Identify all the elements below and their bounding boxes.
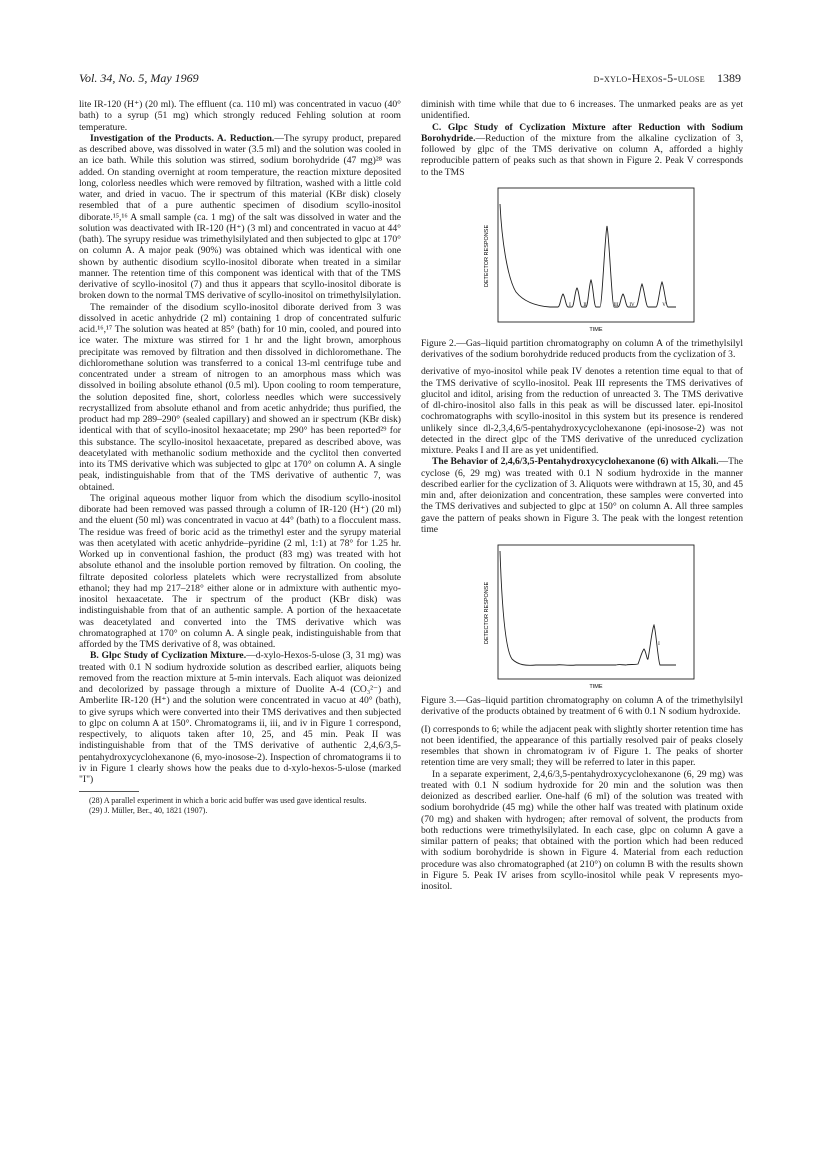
x-axis-label: TIME [589,326,603,333]
right-column [421,99,743,892]
peak-label-I: I [658,642,660,647]
figure-2 [466,184,698,334]
journal-citation: Vol. 34, No. 5, May 1969 [79,71,199,85]
plot-frame [498,188,694,322]
peak-label-I: I [569,302,571,308]
paragraph: lite IR-120 (H⁺) (20 ml). The effluent (ca. 110 ml) was concentrated in vacuo (40° bath) to a syrup (51 mg) which strongly reduced Fehling solution at room temperature. [79,99,401,133]
plot-frame [498,545,694,679]
footnote: (29) J. Müller, Ber., 40, 1821 (1907). [89,806,208,816]
paragraph-text: —Reduction of the mixture from the alkaline cyclization of 3, followed by glpc of the TMS derivative on column A, afforded a highly reproducible pattern of peaks such as that shown in Figure 2. Peak V corresponds to the TMS [421,132,743,178]
paragraph: diminish with time while that due to 6 increases. The unmarked peaks are as yet unidentified. [421,99,743,122]
peak-label-II: II [583,302,587,308]
paragraph-text: —d-xylo-Hexos-5-ulose (3, 31 mg) was treated with 0.1 N sodium hydroxide solution as described earlier, aliquots being removed from the reaction mixture at 5-min intervals. Each aliquot was deionized and decolorized by passage through a mixture of Duolite A-4 (CO₃²⁻) and Amberlite IR-120 (H⁺) and the solution were concentrated in vacuo at 40° (bath), to give syrups which were converted into their TMS derivatives and then subjected to glpc on column A at 150°. Chromatograms ii, iii, and iv in Figure 1 correspond, respectively, to aliquots taken after 10, 25, and 45 min. Peak II was indistinguishable from that of the TMS derivative of authentic 2,4,6/3,5-pentahydroxycyclohexanone (6, myo-inosose-2). Inspection of chromatograms ii to iv in Figure 1 clearly shows how the peaks due to d-xylo-hexos-5-ulose (marked "I") [79,650,401,785]
page-number: 1389 [717,71,741,85]
paragraph: The remainder of the disodium scyllo-inositol diborate derived from 3 was dissolved in acetic anhydride (2 ml) containing 1 drop of concentrated sulfuric acid.¹⁶,¹⁷ The solution was heated at 85° (bath) for 10 min, cooled, and poured into ice water. The mixture was stirred for 1 hr and the light brown, amorphous precipitate was removed by filtration and then dissolved in dichloromethane. The dichloromethane solution was transferred to a conical 13-ml centrifuge tube and concentrated under a stream of nitrogen to an amorphous mass which was dissolved in boiling absolute ethanol (0.5 ml). Upon cooling to room temperature, the solution deposited fine, short, colorless needles which were successively recrystallized from absolute ethanol and from acetic anhydride; thus purified, the product had mp 289–290° (sealed capillary) and showed an ir spectrum (KBr disk) identical with that of scyllo-inositol hexaacetate; mp 290° has been reported²⁹ for this substance. The scyllo-inositol hexaacetate, prepared as described above, was deacetylated with methanolic sodium methoxide and the cyclitol then converted into its TMS derivative which was subjected to glpc at 170° on column A. A single peak, indistinguishable from that of the TMS derivative of authentic 7, was obtained. [79,301,401,493]
paragraph [79,650,401,785]
paragraph: (I) corresponds to 6; while the adjacent peak with slightly shorter retention time has not been identified, the appearance of this partially resolved pair of peaks closely resembles that shown in chromatogram iv of Figure 1. The peaks of shorter retention time are very small; they will be referred to later in this paper. [421,723,743,769]
footnote-rule [79,791,139,792]
trace-line [500,204,676,307]
section-heading: B. Glpc Study of Cyclization Mixture. [90,650,247,662]
section-heading: The Behavior of 2,4,6/3,5-Pentahydroxycyclohexanone (6) with Alkali. [432,456,719,468]
peak-label-V: V [662,302,666,308]
x-axis-label: TIME [589,684,603,690]
section-heading: C. Glpc Study of Cyclization Mixture after Reduction with Sodium Borohydride. [421,121,743,144]
paragraph [79,133,401,302]
trace-line [500,551,676,665]
figure-3-caption: Figure 3.—Gas–liquid partition chromatography on column A of the trimethylsilyl derivative of the products obtained by treatment of 6 with 0.1 N sodium hydroxide. [421,695,743,718]
running-header [79,71,741,89]
paragraph: In a separate experiment, 2,4,6/3,5-pentahydroxycyclohexanone (6, 29 mg) was treated with 0.1 N sodium hydroxide for 20 min and the solution was then deionized as described earlier. One-half (6 ml) of the solution was treated with sodium borohydride (45 mg) while the other half was treated with platinum oxide (70 mg) and shaken with hydrogen; after removal of solvent, the products from both reductions were trimethylsilylated. In each case, glpc on column A gave a similar pattern of peaks; that obtained with the portion which had been reduced with sodium borohydride is shown in Figure 4. Material from each reduction procedure was also chromatographed (at 210°) on column B with the results shown in Figure 5. Peak IV arises from scyllo-inositol while peak V represents myo-inositol. [421,768,743,892]
paragraph-text: —The syrupy product, prepared as described above, was dissolved in water (3.5 ml) and the solution was cooled in an ice bath. While this solution was stirred, sodium borohydride (47 mg)²⁸ was added. On standing overnight at room temperature, the reaction mixture deposited long, colorless needles which were removed by filtration, washed with a little cold water, and dried in vacuo. The ir spectrum of this material (KBr disk) closely resembled that of a pure authentic specimen of disodium scyllo-inositol diborate.¹⁵,¹⁶ A small sample (ca. 1 mg) of the salt was dissolved in water and the solution was deactivated with IR-120 (H⁺) (3 ml) and concentrated in vacuo at 44° (bath). The syrupy residue was trimethylsilylated and then subjected to glpc at 170° on column A. A major peak (90%) was obtained which was identical with one shown by authentic disodium scyllo-inositol diborate when treated in a similar manner. The retention time of this component was identical with that of the TMS derivative of scyllo-inositol (7) and thus it appears that scyllo-inositol diborate is broken down to the normal TMS derivative of scyllo-inositol on trimethylsilylation. [79,132,401,302]
peak-label-III: III [613,302,619,308]
running-title: d-xylo-Hexos-5-ulose [593,71,705,85]
figure-2-caption: Figure 2.—Gas–liquid partition chromatography on column A of the trimethylsilyl derivatives of the sodium borohydride reduced products from the cyclization of 3. [421,337,743,360]
paragraph-text: —The cyclose (6, 29 mg) was treated with 0.1 N sodium hydroxide in the manner described earlier for the cyclization of 3. Aliquots were withdrawn at 15, 30, and 45 min and, after deionization and concentration, these samples were converted into the TMS derivatives and subjected to glpc at 150° on column A. All three samples gave the pattern of peaks shown in Figure 3. The peak with the longest retention time [421,456,743,535]
figure-3-chromatogram [466,541,698,691]
section-heading: Investigation of the Products. A. Reduction. [90,132,275,144]
header-right [594,71,741,86]
figure-3 [466,541,698,691]
y-axis-label: DETECTOR RESPONSE [484,581,490,645]
peak-label-IV: IV [629,302,635,308]
y-axis-label: DETECTOR RESPONSE [484,224,490,287]
paragraph [421,122,743,178]
paragraph [421,456,743,535]
paragraph: The original aqueous mother liquor from which the disodium scyllo-inositol diborate had been removed was passed through a column of IR-120 (H⁺) (20 ml) and the eluent (50 ml) was concentrated in vacuo at 44° (bath) to a flocculent mass. The residue was freed of boric acid as the trimethyl ester and the syrupy material was then acetylated with acetic anhydride–pyridine (2 ml, 1:1) at 78° for 1.25 hr. Worked up in conventional fashion, the product (83 mg) was treated with hot absolute ethanol and the insoluble portion removed by filtration. On cooling, the filtrate deposited colorless platelets which were recrystallized from absolute ethanol; they had mp 217–218° either alone or in admixture with authentic myo-inositol hexaacetate. The ir spectrum of the product (KBr disk) was indistinguishable from that of an authentic sample. A portion of the hexaacetate was deacetylated and converted into the TMS derivative which was chromatographed at 170° on column A. A single peak, indistinguishable from that afforded by the TMS derivative of 8, was obtained. [79,492,401,650]
footnote: (28) A parallel experiment in which a boric acid buffer was used gave identical results. [89,796,367,806]
left-column [79,99,401,816]
paragraph: derivative of myo-inositol while peak IV denotes a retention time equal to that of the TMS derivative of scyllo-inositol. Peak III represents the TMS derivatives of glucitol and iditol, arising from the reduction of unreacted 3. The TMS derivative of dl-chiro-inositol also falls in this peak as will be discussed later. epi-Inositol cochromatographs with scyllo-inositol in this system but its presence is rendered unlikely since dl-2,3,4,6/5-pentahydroxycyclohexanone (epi-inosose-2) was not detected in the direct glpc of the TMS derivative of the unreduced cyclization mixture. Peaks I and II are as yet unidentified. [421,366,743,456]
figure-2-chromatogram [466,184,698,334]
